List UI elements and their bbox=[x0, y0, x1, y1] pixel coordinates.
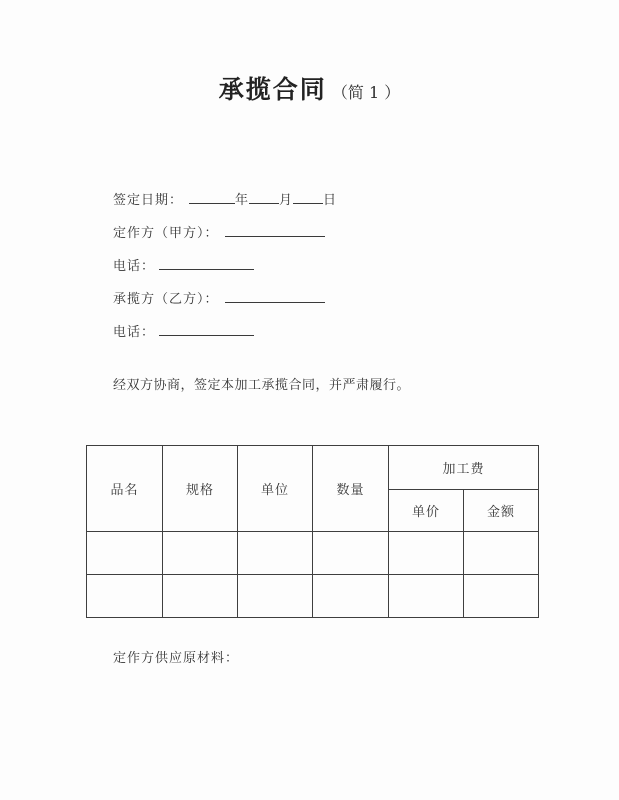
party-a-label: 定作方（甲方）： bbox=[113, 226, 219, 241]
table-cell bbox=[313, 575, 389, 618]
party-a-phone-label: 电话： bbox=[113, 259, 156, 274]
document-title: 承揽合同 bbox=[218, 75, 327, 104]
sign-year-blank bbox=[189, 191, 235, 204]
header-specification: 规格 bbox=[163, 446, 238, 532]
items-table bbox=[86, 445, 539, 618]
table-cell bbox=[464, 575, 539, 618]
table-row bbox=[87, 575, 539, 618]
party-a-blank bbox=[225, 224, 325, 237]
party-b-phone-line bbox=[113, 323, 254, 341]
month-label: 月 bbox=[279, 193, 294, 208]
table-cell bbox=[313, 532, 389, 575]
party-b-line bbox=[113, 290, 325, 308]
sign-day-blank bbox=[293, 191, 323, 204]
party-b-phone-label: 电话： bbox=[113, 325, 156, 340]
table-row bbox=[87, 532, 539, 575]
day-label: 日 bbox=[323, 193, 338, 208]
materials-label: 定作方供应原材料： bbox=[113, 651, 240, 666]
year-label: 年 bbox=[235, 193, 250, 208]
agreement-statement: 经双方协商，签定本加工承揽合同，并严肃履行。 bbox=[113, 378, 411, 393]
document-title-note: （简 1 ） bbox=[331, 83, 401, 102]
table-cell bbox=[163, 532, 238, 575]
table-cell bbox=[87, 575, 163, 618]
sign-date-label: 签定日期： bbox=[113, 193, 184, 208]
party-a-phone-blank bbox=[159, 257, 254, 270]
sign-date-line bbox=[113, 191, 337, 209]
party-b-label: 承揽方（乙方）： bbox=[113, 292, 219, 307]
table-cell bbox=[163, 575, 238, 618]
party-a-phone-line bbox=[113, 257, 254, 275]
table-cell bbox=[464, 532, 539, 575]
header-unit-price: 单价 bbox=[389, 490, 464, 532]
document-title-row bbox=[0, 70, 619, 106]
table-cell bbox=[389, 575, 464, 618]
table-cell bbox=[389, 532, 464, 575]
table-cell bbox=[238, 532, 313, 575]
party-b-blank bbox=[225, 290, 325, 303]
header-product-name: 品名 bbox=[87, 446, 163, 532]
header-quantity: 数量 bbox=[313, 446, 389, 532]
table-cell bbox=[238, 575, 313, 618]
party-b-phone-blank bbox=[159, 323, 254, 336]
header-processing-fee: 加工费 bbox=[389, 446, 539, 490]
table-cell bbox=[87, 532, 163, 575]
sign-month-blank bbox=[249, 191, 279, 204]
header-unit: 单位 bbox=[238, 446, 313, 532]
header-amount: 金额 bbox=[464, 490, 539, 532]
party-a-line bbox=[113, 224, 325, 242]
